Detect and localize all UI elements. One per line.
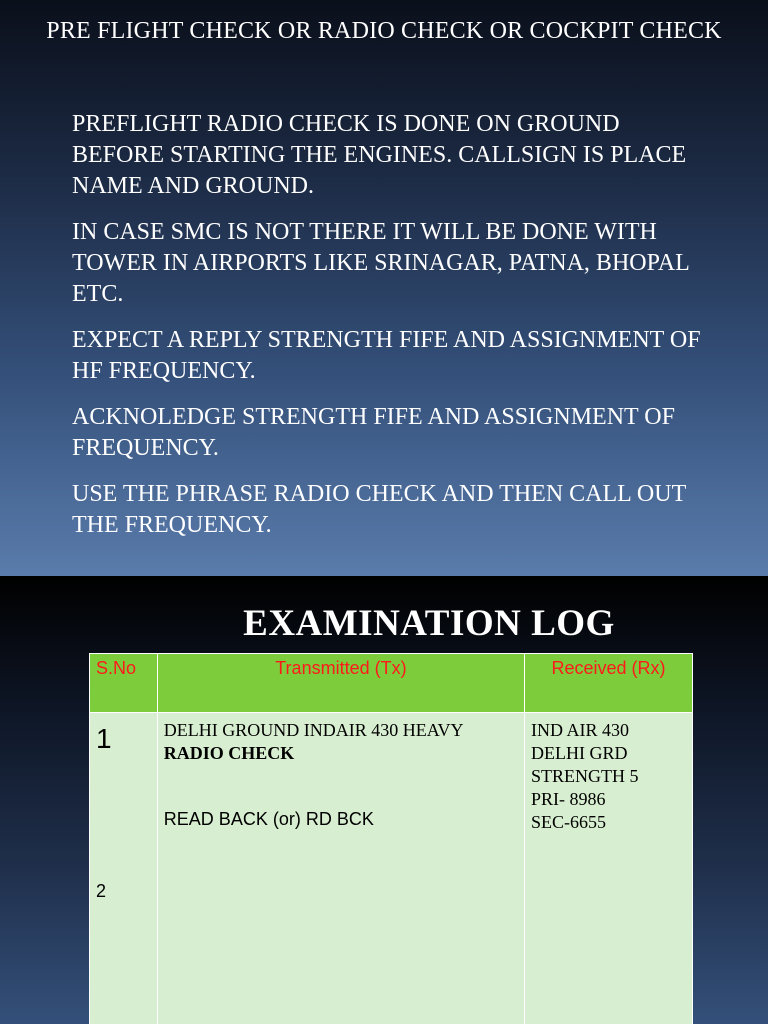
slide-title: PRE FLIGHT CHECK OR RADIO CHECK OR COCKPIT CHECK: [46, 18, 722, 44]
header-sno: S.No: [90, 654, 158, 713]
paragraph-smc: IN CASE SMC IS NOT THERE IT WILL BE DONE WITH TOWER IN AIRPORTS LIKE SRINAGAR, PATNA, BHOPAL ETC.: [72, 219, 689, 307]
paragraph-phrase: USE THE PHRASE RADIO CHECK AND THEN CALL OUT THE FREQUENCY.: [72, 481, 686, 538]
serial-number-1: 1: [96, 723, 112, 754]
tx-read-back: READ BACK (or) RD BCK: [163, 809, 374, 829]
rx-line: STRENGTH 5: [531, 766, 639, 786]
rx-line: DELHI GRD: [531, 743, 628, 763]
tx-radio-check: RADIO CHECK: [163, 743, 295, 763]
paragraph-preflight: PREFLIGHT RADIO CHECK IS DONE ON GROUND BEFORE STARTING THE ENGINES. CALLSIGN IS PLACE NAME AND GROUND.: [72, 111, 687, 199]
tx-callsign: DELHI GROUND INDAIR 430 HEAVY: [163, 720, 464, 740]
rx-line: SEC-6655: [531, 812, 607, 832]
serial-number-2: 2: [96, 881, 107, 901]
table-header-row: [90, 654, 693, 713]
slide-examination-log: [0, 576, 768, 1024]
paragraph-expect-reply: EXPECT A REPLY STRENGTH FIFE AND ASSIGNMENT OF HF FREQUENCY.: [72, 327, 701, 384]
header-transmitted: Transmitted (Tx): [157, 654, 524, 713]
rx-line: IND AIR 430: [531, 720, 630, 740]
rx-line: PRI- 8986: [531, 789, 606, 809]
log-title: EXAMINATION LOG: [243, 603, 615, 644]
paragraph-acknowledge: ACKNOLEDGE STRENGTH FIFE AND ASSIGNMENT OF FREQUENCY.: [72, 404, 675, 461]
header-received: Received (Rx): [525, 654, 693, 713]
cell-sno: [90, 713, 158, 1024]
cell-transmitted: [157, 713, 524, 1024]
table-row: [90, 713, 693, 1024]
cell-received: [525, 713, 693, 1024]
examination-log-table: [89, 653, 693, 1024]
